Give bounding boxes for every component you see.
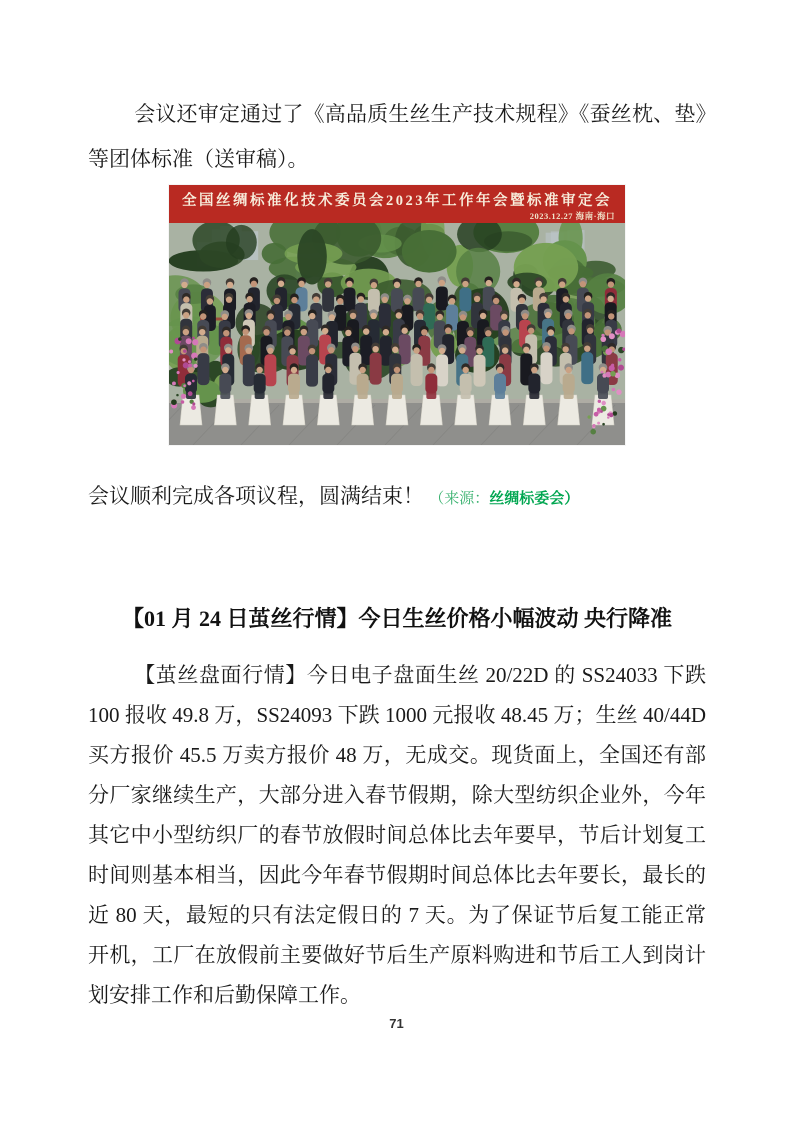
conference-group-photo [169, 185, 625, 445]
market-paragraph: 【茧丝盘面行情】今日电子盘面生丝 20/22D 的 SS24033 下跌 100 报收 49.8 万，SS24093 下跌 1000 元报收 48.45 万；生丝 40/44D 买方报价 45.5 万卖方报价 48 万，无成交。现货面上，全国还有部分厂家继续生产，大部分进入春节假期，除大型纺织企业外，今年其它中小型纺织厂的春节放假时间总体比去年要早，节后计划复工时间则基本相当，因此今年春节假期时间总体比去年要长，最长的近 80 天，最短的只有法定假日的 7 天。为了保证节后复工能正常开机，工厂在放假前主要做好节后生产原料购进和节后工人到岗计划安排工作和后勤保障工作。 [88, 663, 706, 1007]
group-photo-image [169, 223, 625, 445]
closing-line [88, 478, 706, 517]
intro-paragraph: 会议还审定通过了《高品质生丝生产技术规程》《蚕丝枕、垫》等团体标准（送审稿）。 [88, 102, 706, 171]
source-attribution [429, 491, 579, 507]
photo-banner-title: 全国丝绸标准化技术委员会2023年工作年会暨标准审定会 [182, 193, 612, 209]
group-photo-illustration [169, 223, 625, 445]
closing-text: 会议顺利完成各项议程，圆满结束！ [88, 484, 424, 508]
section-heading: 【01 月 24 日茧丝行情】今日生丝价格小幅波动 央行降准 [121, 606, 672, 631]
photo-banner [169, 185, 625, 223]
photo-banner-date: 2023.12.27 海南·海口 [529, 211, 615, 221]
source-name: 丝绸标委会） [489, 491, 580, 507]
source-prefix: （来源： [429, 491, 490, 507]
page-number: 71 [389, 1016, 404, 1031]
